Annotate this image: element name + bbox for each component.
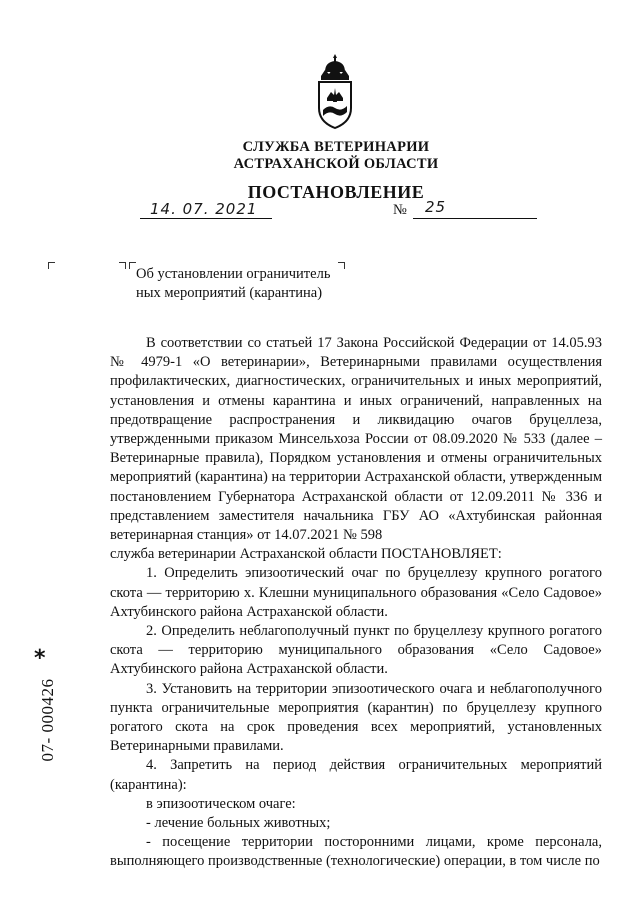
- margin-serial-stamp: [8, 660, 88, 780]
- stamp-star-mark: *: [34, 646, 46, 671]
- handwritten-date: 14. 07. 2021: [150, 200, 258, 218]
- item-3: 3. Установить на территории эпизоотического очага и неблагополучного пункта ограничительные мероприятия (карантин) по бруцеллезу крупного рогатого скота на срок проведения всех мероприятий, установленных Ветеринарными правилами.: [110, 680, 602, 755]
- corner-bracket-mid-right: [119, 262, 126, 269]
- corner-bracket-left: [48, 262, 55, 269]
- date-underline: [140, 218, 272, 219]
- document-type-title: ПОСТАНОВЛЕНИЕ: [247, 182, 425, 202]
- item-4-point-b: - посещение территории посторонними лицами, кроме персонала, выполняющего производственные (технологические) операции, в том числе по: [110, 834, 602, 870]
- decree-line: служба ветеринарии Астраханской области ПОСТАНОВЛЯЕТ:: [110, 546, 502, 563]
- subject-line2: ных мероприятий (карантина): [136, 285, 323, 301]
- subject-line1: Об установлении ограничитель: [136, 266, 331, 282]
- item-4: 4. Запретить на период действия ограничительных мероприятий (карантина):: [110, 757, 602, 793]
- item-4-subheading: в эпизоотическом очаге:: [146, 795, 296, 812]
- handwritten-number: 25: [425, 198, 447, 216]
- preamble-paragraph: В соответствии со статьей 17 Закона Российской Федерации от 14.05.93 № 4979-1 «О ветеринарии», Ветеринарными правилами осуществления профилактических, диагностических, ограничительных и иных мероприятий, установления и отмены карантина и иных ограничений, направленных на предотвращение распространения и ликвидацию очагов бруцеллеза, утвержденными приказом Минсельхоза России от 08.09.2020 № 533 (далее – Ветеринарные правила), Порядком установления и отмены ограничительных мероприятий (карантина) на территории Астраханской области, утвержденным постановлением Губернатора Астраханской области от 12.09.2011 № 336 и представлением заместителя начальника ГБУ АО «Ахтубинская районная ветеринарная станция» от 14.07.2021 № 598: [110, 335, 602, 544]
- number-label: №: [393, 202, 407, 218]
- serial-number-text: 07- 000426: [38, 678, 57, 762]
- subject-block: [136, 265, 356, 303]
- coat-of-arms-icon: [313, 52, 357, 130]
- number-underline: [413, 218, 537, 219]
- item-4-point-a: - лечение больных животных;: [146, 815, 331, 832]
- org-name-line2: АСТРАХАНСКОЙ ОБЛАСТИ: [233, 156, 439, 172]
- item-2: 2. Определить неблагополучный пункт по бруцеллезу крупного рогатого скота — территорию муниципального образования «Село Садовое» Ахтубинского района Астраханской области.: [110, 623, 602, 678]
- item-1: 1. Определить эпизоотический очаг по бруцеллезу крупного рогатого скота — территорию х. Клешни муниципального образования «Село Садовое» Ахтубинского района Астраханской области.: [110, 565, 602, 620]
- org-name-line1: СЛУЖБА ВЕТЕРИНАРИИ: [242, 139, 430, 155]
- document-body: [110, 334, 602, 872]
- corner-bracket-mid-left: [129, 262, 136, 269]
